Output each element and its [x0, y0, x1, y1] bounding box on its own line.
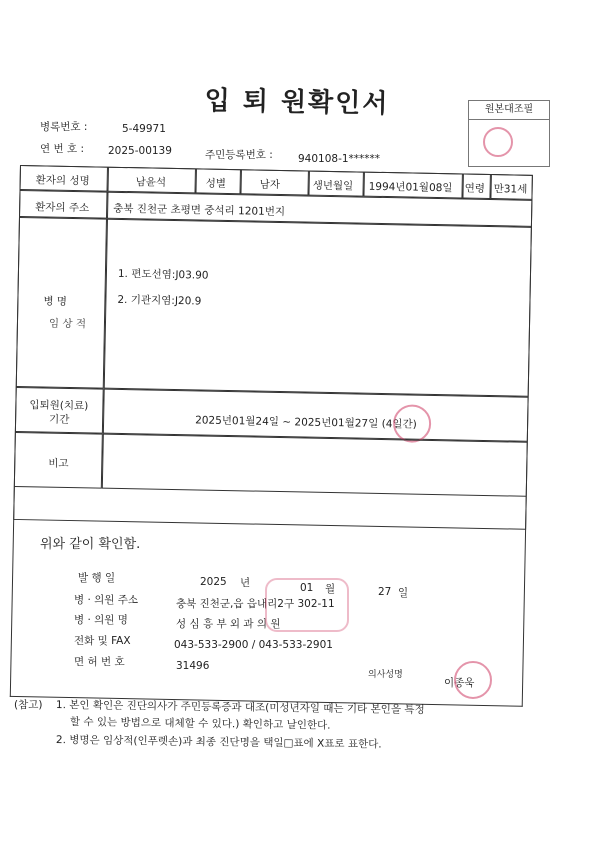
- red-seal-icon: [483, 127, 513, 157]
- diagnosis-label: 병 명: [43, 295, 68, 308]
- clinic-address-label: 병 · 의원 주소: [74, 594, 139, 606]
- notes-line-3: 2. 병명은 임상적(인푸렛손)과 최종 진단명을 택일□표에 X표로 표한다.: [55, 734, 382, 751]
- doctor-seal-icon: [454, 661, 492, 699]
- month-unit: 월: [325, 583, 336, 595]
- license-number-value: 31496: [176, 660, 210, 672]
- address-value: 충북 진천군 초평면 중석리 1201번지: [113, 202, 286, 219]
- rrn-value: 940108-1******: [298, 153, 381, 165]
- dob-label: 생년월일: [312, 179, 354, 193]
- period-label: 입퇴원(치료): [29, 399, 89, 413]
- certificate-form: [20, 165, 528, 470]
- clinic-name-label: 병 · 의원 명: [74, 614, 128, 626]
- certified-copy-stamp-box: [468, 100, 550, 167]
- remarks-label: 비고: [48, 457, 69, 470]
- period-sublabel: 기간: [49, 413, 70, 426]
- document-title: 입 퇴 원확인서: [204, 85, 390, 120]
- reg-number-label: 병록번호 :: [40, 121, 88, 133]
- notes-prefix: (참고): [14, 699, 43, 711]
- diagnosis-sublabel: 임 상 적: [48, 317, 87, 331]
- age-value: 만31세: [493, 183, 528, 196]
- period-value: 2025년01월24일 ~ 2025년01월27일 (4일간): [195, 414, 417, 431]
- issue-year: 2025: [200, 576, 227, 588]
- phone-fax-value: 043-533-2900 / 043-533-2901: [174, 639, 333, 651]
- certified-copy-label: 원본대조필: [469, 101, 549, 120]
- diagnosis-item-1: 1. 편도선염:J03.90: [117, 267, 209, 282]
- issue-date-label: 발 행 일: [78, 572, 116, 584]
- age-label: 연령: [464, 182, 486, 195]
- doctor-name-value: 이종욱: [444, 677, 475, 689]
- phone-fax-label: 전화 및 FAX: [74, 635, 131, 647]
- clinic-name-value: 성 심 흥 부 외 과 의 원: [176, 618, 281, 630]
- name-label: 환자의 성명: [35, 174, 90, 188]
- confirm-statement: 위와 같이 확인함.: [40, 537, 141, 552]
- diagnosis-item-2: 2. 기관지염:J20.9: [117, 293, 202, 308]
- serial-number-value: 2025-00139: [108, 145, 172, 157]
- day-unit: 일: [398, 587, 409, 599]
- name-value: 남윤석: [135, 176, 167, 189]
- dob-value: 1994년01월08일: [368, 180, 453, 195]
- clinic-address-value: 충북 진천군,읍 읍내리2구 302-11: [176, 598, 335, 610]
- year-unit: 년: [240, 577, 251, 589]
- reg-number-value: 5-49971: [122, 123, 166, 135]
- issue-month: 01: [300, 582, 314, 594]
- address-label: 환자의 주소: [35, 201, 90, 215]
- issue-day: 27: [378, 586, 392, 598]
- doctor-name-label: 의사성명: [368, 670, 403, 680]
- sex-label: 성별: [205, 177, 227, 190]
- notes-line-2: 할 수 있는 방법으로 대체할 수 있다.) 확인하고 날인한다.: [69, 716, 331, 732]
- license-number-label: 면 허 번 호: [74, 656, 125, 668]
- notes-line-1: 1. 본인 확인은 진단의사가 주민등록증과 대조(미성년자일 때는 기타 본인을 특정: [55, 699, 425, 717]
- sex-value: 남자: [259, 178, 281, 191]
- serial-number-label: 연 번 호 :: [40, 143, 84, 155]
- clinic-seal-icon: [265, 578, 349, 632]
- remarks-value-cell: [102, 434, 528, 497]
- rrn-label: 주민등록번호 :: [205, 149, 273, 161]
